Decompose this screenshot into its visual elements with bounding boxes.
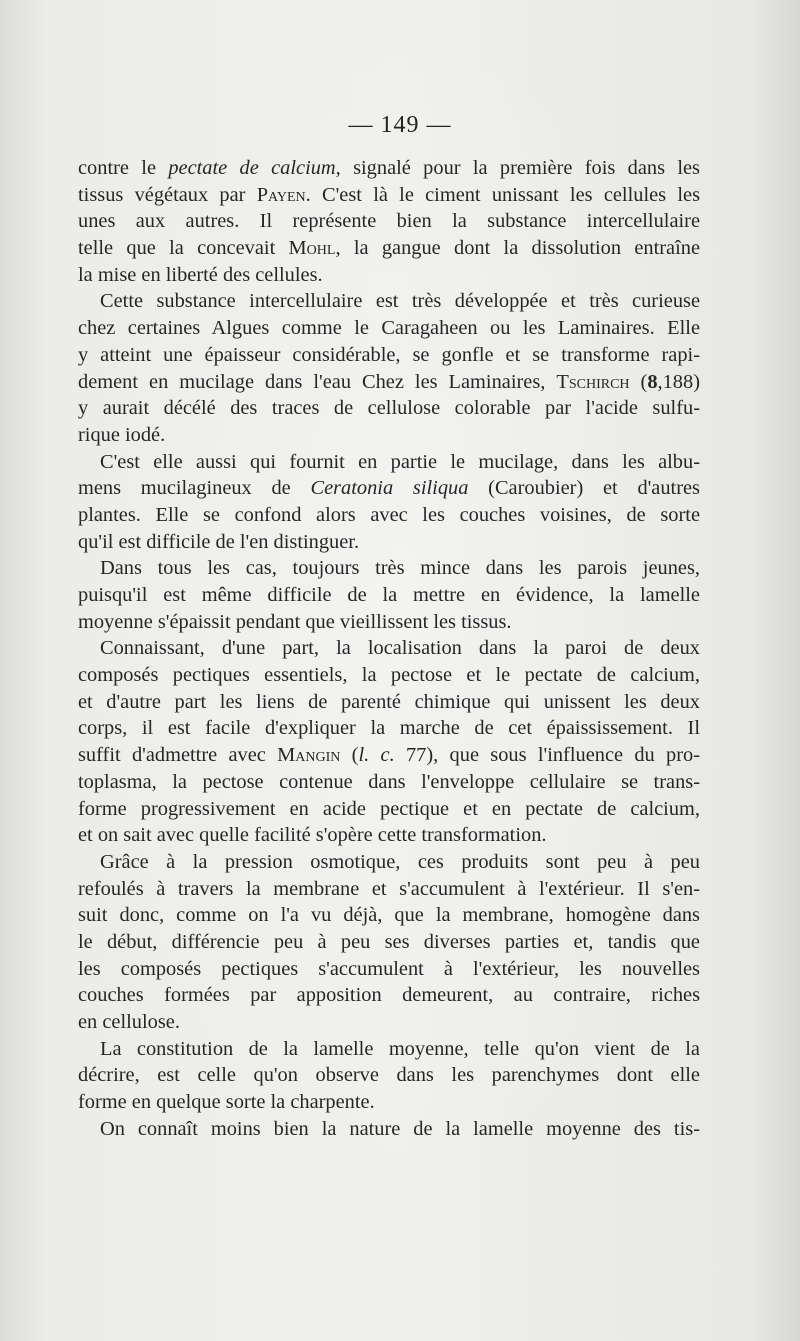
text-line — [78, 1062, 700, 1089]
text-segment: , signalé pour la première fois dans les — [335, 157, 700, 179]
reference-number: 8 — [647, 370, 658, 393]
text-segment: le début, différencie peu à peu ses diverses parties et, tandis que — [78, 930, 700, 953]
text-segment: tissus végétaux par — [78, 183, 257, 206]
text-line — [78, 662, 700, 689]
text-segment: couches formées par apposition demeurent, au contraire, riches — [78, 984, 700, 1007]
text-segment: 77), que sous l'influence du pro- — [394, 744, 701, 767]
text-line — [78, 715, 700, 742]
text-segment: ,188) — [657, 370, 700, 393]
text-line — [78, 182, 700, 209]
text-segment: forme progressivement en acide pectique et en pectate de calcium, — [78, 797, 700, 820]
text-segment: toplasma, la pectose contenue dans l'enveloppe cellulaire se trans- — [78, 770, 700, 793]
text-line — [78, 902, 700, 929]
text-segment: telle que la concevait — [78, 237, 289, 260]
text-segment: ( — [340, 744, 359, 767]
text-line — [78, 208, 700, 235]
italic-term: pectate de calcium — [168, 157, 336, 179]
text-segment: Connaissant, d'une part, la localisation dans la paroi de deux — [100, 637, 700, 660]
text-segment: dement en mucilage dans l'eau Chez les Laminaires, — [78, 370, 557, 393]
body-text — [78, 155, 700, 1142]
text-line — [78, 982, 700, 1009]
text-line — [78, 502, 700, 529]
text-segment: mens mucilagineux de — [78, 477, 311, 500]
text-line — [78, 635, 700, 662]
text-segment: et d'autre part les liens de parenté chimique qui unissent les deux — [78, 690, 700, 713]
text-segment: , la gangue dont la dissolution entraîne — [335, 237, 700, 260]
text-line — [78, 769, 700, 796]
text-line — [78, 155, 700, 182]
text-line — [78, 796, 700, 823]
text-line — [78, 315, 700, 342]
text-line — [78, 449, 700, 476]
text-segment: (Caroubier) et d'autres — [468, 477, 700, 500]
text-segment: . C'est là le ciment unissant les cellules les — [305, 183, 701, 206]
text-line — [78, 555, 700, 582]
text-segment: composés pectiques essentiels, la pectose et le pectate de calcium, — [78, 664, 700, 687]
text-segment: suffit d'admettre avec — [78, 744, 278, 767]
text-segment: rique iodé. — [78, 423, 166, 446]
text-segment: contre le — [78, 157, 169, 179]
text-line — [78, 1089, 700, 1116]
text-line — [78, 822, 700, 849]
text-line — [78, 395, 700, 422]
text-line — [78, 876, 700, 903]
author-name: Mohl — [288, 237, 336, 260]
text-segment: refoulés à travers la membrane et s'accumulent à l'extérieur. Il s'en- — [78, 877, 700, 900]
text-segment: décrire, est celle qu'on observe dans les parenchymes dont elle — [78, 1064, 700, 1087]
text-segment: en cellulose. — [78, 1011, 180, 1033]
italic-term: l. c. — [358, 744, 395, 767]
text-segment: La constitution de la lamelle moyenne, telle qu'on vient de la — [100, 1037, 700, 1060]
text-line — [78, 582, 700, 609]
text-segment: C'est elle aussi qui fournit en partie le mucilage, dans les albu- — [100, 450, 700, 473]
text-segment: et on sait avec quelle facilité s'opère cette transformation. — [78, 824, 547, 847]
text-line — [78, 929, 700, 956]
text-segment: corps, il est facile d'expliquer la marche de cet épaississement. Il — [78, 717, 700, 740]
page-number: — 149 — — [348, 112, 452, 138]
text-line — [78, 1116, 700, 1143]
text-line — [78, 689, 700, 716]
text-segment: y aurait décélé des traces de cellulose colorable par l'acide sulfu- — [78, 397, 700, 420]
text-segment: forme en quelque sorte la charpente. — [78, 1091, 375, 1114]
italic-term: Ceratonia siliqua — [310, 477, 469, 500]
text-segment: qu'il est difficile de l'en distinguer. — [78, 530, 360, 553]
text-line — [78, 529, 700, 556]
text-line — [78, 262, 700, 289]
text-line — [78, 849, 700, 876]
text-line — [78, 475, 700, 502]
author-name: Payen — [256, 183, 306, 206]
text-segment: chez certaines Algues comme le Caragaheen ou les Laminaires. Elle — [78, 317, 700, 340]
text-line — [78, 369, 700, 396]
author-name: Mangin — [277, 744, 341, 767]
text-segment: les composés pectiques s'accumulent à l'extérieur, les nouvelles — [78, 957, 700, 980]
text-segment: unes aux autres. Il représente bien la substance intercellulaire — [78, 210, 700, 233]
text-segment: la mise en liberté des cellules. — [78, 263, 323, 286]
text-segment: puisqu'il est même difficile de la mettre en évidence, la lamelle — [78, 584, 700, 606]
text-line — [78, 288, 700, 315]
text-line — [78, 956, 700, 983]
text-line — [78, 1036, 700, 1063]
text-segment: Grâce à la pression osmotique, ces produits sont peu à peu — [100, 850, 700, 873]
text-segment: On connaît moins bien la nature de la lamelle moyenne des tis- — [100, 1117, 700, 1140]
text-line — [78, 422, 700, 449]
text-line — [78, 742, 700, 769]
text-segment: y atteint une épaisseur considérable, se gonfle et se transforme rapi- — [78, 343, 700, 366]
text-segment: moyenne s'épaissit pendant que vieillissent les tissus. — [78, 610, 512, 633]
text-line — [78, 609, 700, 636]
text-segment: plantes. Elle se confond alors avec les couches voisines, de sorte — [78, 503, 700, 526]
text-line — [78, 342, 700, 369]
text-line — [78, 1009, 700, 1036]
text-segment: suit donc, comme on l'a vu déjà, que la membrane, homogène dans — [78, 904, 700, 927]
text-segment: ( — [629, 370, 648, 393]
text-line — [78, 235, 700, 262]
text-segment: Dans tous les cas, toujours très mince dans les parois jeunes, — [100, 557, 700, 580]
author-name: Tschirch — [556, 370, 630, 393]
text-segment: Cette substance intercellulaire est très développée et très curieuse — [100, 290, 700, 313]
